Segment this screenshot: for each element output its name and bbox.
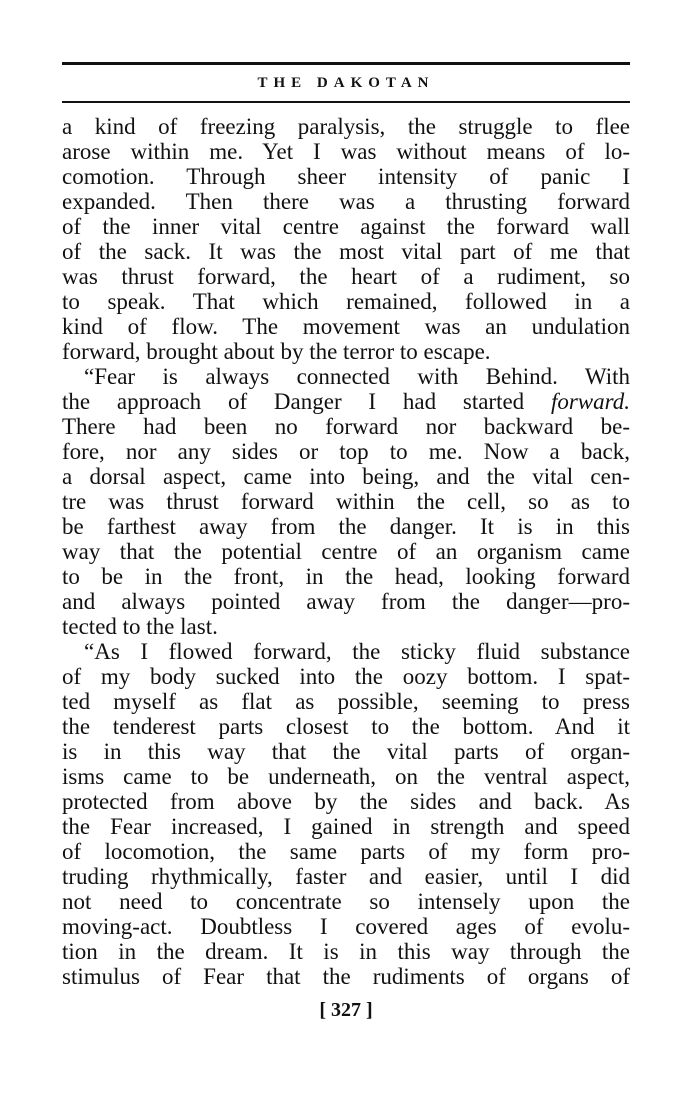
text-line: not need to concentrate so intensely upon the xyxy=(62,889,630,914)
text-line: comotion. Through sheer intensity of panic I xyxy=(62,164,630,189)
text-line: ted myself as flat as possible, seeming to press xyxy=(62,689,630,714)
text-line: “As I flowed forward, the sticky fluid substance xyxy=(84,639,630,664)
text-line: be farthest away from the danger. It is in this xyxy=(62,514,630,539)
text-line: tion in the dream. It is in this way through the xyxy=(62,939,630,964)
text-line: arose within me. Yet I was without means of lo- xyxy=(62,139,630,164)
text-line: moving-act. Doubtless I covered ages of evolu- xyxy=(62,914,630,939)
text-line: of locomotion, the same parts of my form pro- xyxy=(62,839,630,864)
text-line: a kind of freezing paralysis, the struggle to flee xyxy=(62,114,630,139)
text-line: forward, brought about by the terror to escape. xyxy=(62,339,491,364)
text-line: the tenderest parts closest to the bottom. And it xyxy=(62,714,630,739)
page-number: [ 327 ] xyxy=(319,999,373,1021)
text-line: isms came to be underneath, on the ventral aspect, xyxy=(62,764,630,789)
text-line: to be in the front, in the head, looking forward xyxy=(62,564,630,589)
text-line: protected from above by the sides and back. As xyxy=(62,789,630,814)
text-line: kind of flow. The movement was an undulation xyxy=(62,314,630,339)
running-title: THE DAKOTAN xyxy=(257,75,435,91)
text-line: way that the potential centre of an organism came xyxy=(62,539,630,564)
text-line: was thrust forward, the heart of a rudiment, so xyxy=(62,264,630,289)
text-line: and always pointed away from the danger—pro- xyxy=(62,589,630,614)
text-line: There had been no forward nor backward be- xyxy=(62,414,630,439)
text-line: fore, nor any sides or top to me. Now a back, xyxy=(62,439,630,464)
text-line: of my body sucked into the oozy bottom. I spat- xyxy=(62,664,630,689)
header-rule-bottom xyxy=(62,101,630,103)
text-line: stimulus of Fear that the rudiments of organs of xyxy=(62,964,630,989)
text-line: the approach of Danger I had started forward. xyxy=(62,389,630,414)
text-line: of the sack. It was the most vital part of me that xyxy=(62,239,630,264)
text-line: truding rhythmically, faster and easier, until I did xyxy=(62,864,630,889)
text-line: expanded. Then there was a thrusting forward xyxy=(62,189,630,214)
text-line: of the inner vital centre against the forward wall xyxy=(62,214,630,239)
text-line: to speak. That which remained, followed in a xyxy=(62,289,630,314)
text-line: “Fear is always connected with Behind. With xyxy=(84,364,630,389)
text-line: the Fear increased, I gained in strength and speed xyxy=(62,814,630,839)
text-line: is in this way that the vital parts of organ- xyxy=(62,739,630,764)
emphasis: forward. xyxy=(550,389,630,414)
body-text xyxy=(62,114,630,989)
text-line: a dorsal aspect, came into being, and the vital cen- xyxy=(62,464,630,489)
text-line: tected to the last. xyxy=(62,614,218,639)
text-line: tre was thrust forward within the cell, so as to xyxy=(62,489,630,514)
header-rule-top xyxy=(62,62,630,65)
